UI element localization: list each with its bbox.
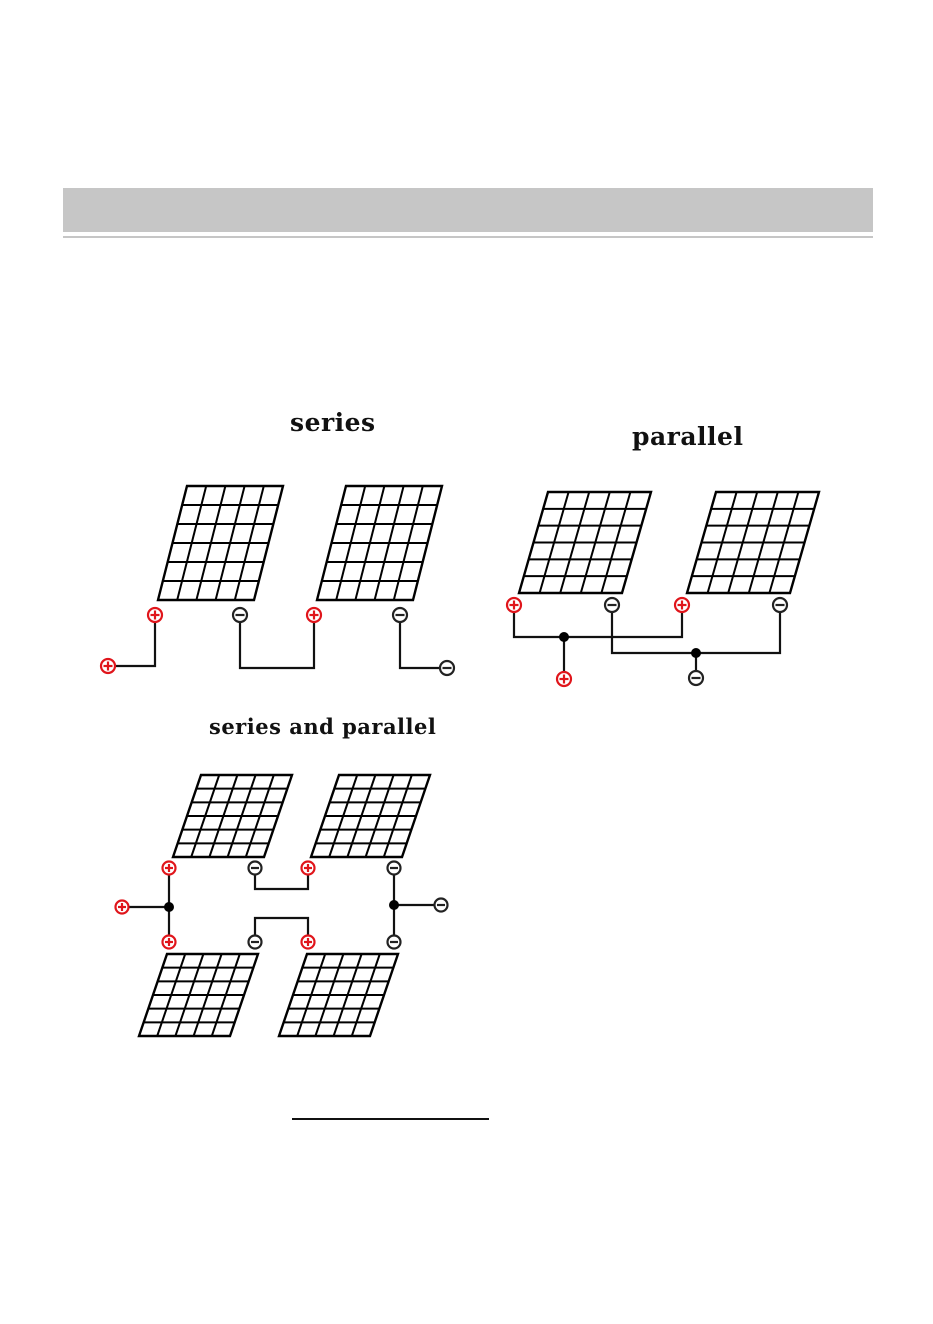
parallel-panel-1 [519,492,651,593]
sp-panel-top-2 [311,775,430,857]
junction-dot-icon [559,632,569,642]
wire [400,615,447,668]
minus-circle-icon [435,899,448,912]
parallel-panel-2 [687,492,819,593]
junction-dot-icon [164,902,174,912]
plus-circle-icon [163,936,176,949]
plus-circle-icon [302,862,315,875]
series-and-parallel-title: series and parallel [209,714,437,739]
plus-circle-icon [557,672,571,686]
plus-circle-icon [148,608,162,622]
minus-circle-icon [388,862,401,875]
wire [514,605,682,637]
plus-circle-icon [101,659,115,673]
plus-circle-icon [116,901,129,914]
wire [612,605,780,653]
wire [255,868,308,889]
sp-panel-bottom-1 [139,954,258,1036]
sp-panel-bottom-2 [279,954,398,1036]
wire [255,918,308,942]
wiring [108,605,780,942]
wire [240,615,314,668]
solar-panels [139,486,819,1036]
minus-circle-icon [233,608,247,622]
series-panel-2 [317,486,442,600]
minus-circle-icon [388,936,401,949]
plus-circle-icon [307,608,321,622]
plus-circle-icon [163,862,176,875]
minus-circle-icon [393,608,407,622]
parallel-title: parallel [632,422,744,451]
series-panel-1 [158,486,283,600]
junction-dot-icon [691,648,701,658]
plus-circle-icon [675,598,689,612]
minus-circle-icon [249,936,262,949]
series-title: series [290,408,376,437]
minus-circle-icon [249,862,262,875]
minus-circle-icon [605,598,619,612]
underline-rule [292,1118,489,1120]
terminals [101,598,787,949]
minus-circle-icon [440,661,454,675]
plus-circle-icon [507,598,521,612]
plus-circle-icon [302,936,315,949]
minus-circle-icon [689,671,703,685]
junction-dot-icon [389,900,399,910]
wire [108,615,155,666]
sp-panel-top-1 [173,775,292,857]
minus-circle-icon [773,598,787,612]
